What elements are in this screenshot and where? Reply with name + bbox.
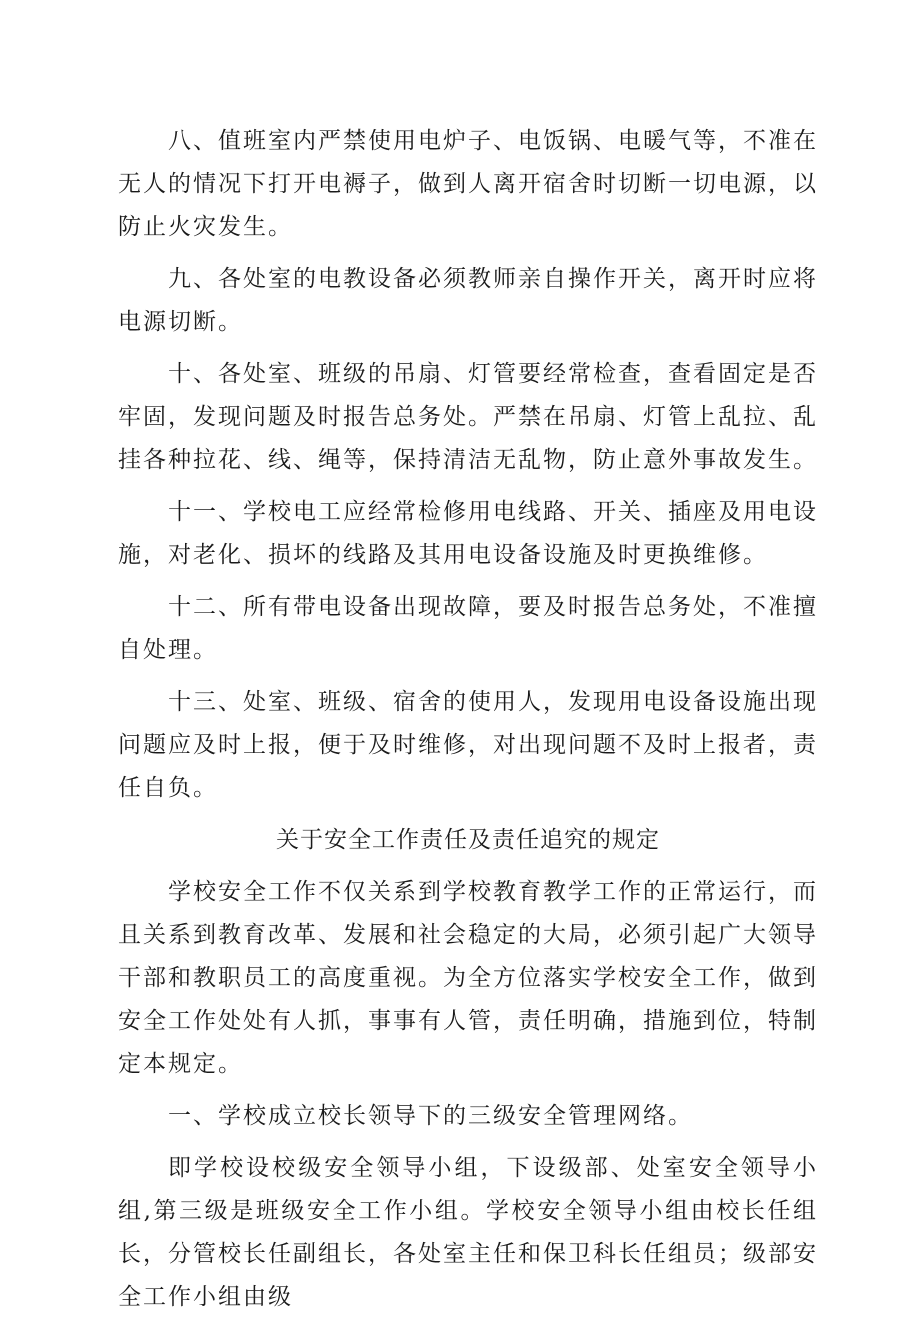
intro-paragraph: 学校安全工作不仅关系到学校教育教学工作的正常运行，而且关系到教育改革、发展和社会稳定的大局，必须引起广大领导干部和教职员工的高度重视。为全方位落实学校安全工作，做到安全工作处处有人抓，事事有人管，责任明确，措施到位，特制定本规定。: [118, 879, 818, 1077]
clause-1-heading: 一、学校成立校长领导下的三级安全管理网络。: [168, 1103, 693, 1129]
section-title: 关于安全工作责任及责任追究的规定: [276, 827, 660, 853]
paragraph-item-12: 十二、所有带电设备出现故障，要及时报告总务处，不准擅自处理。: [118, 594, 818, 663]
document-body: [118, 120, 818, 1328]
paragraph-item-11: 十一、学校电工应经常检修用电线路、开关、插座及用电设施，对老化、损坏的线路及其用电设备设施及时更换维修。: [118, 499, 818, 568]
paragraph-item-9: 九、各处室的电教设备必须教师亲自操作开关，离开时应将电源切断。: [118, 266, 818, 335]
clause-1-body: 即学校设校级安全领导小组，下设级部、处室安全领导小组,第三级是班级安全工作小组。学校安全领导小组由校长任组长，分管校长任副组长，各处室主任和保卫科长任组员；级部安全工作小组由级: [118, 1155, 818, 1310]
paragraph-item-8: 八、值班室内严禁使用电炉子、电饭锅、电暖气等，不准在无人的情况下打开电褥子，做到人离开宿舍时切断一切电源，以防止火灾发生。: [118, 128, 818, 240]
paragraph-item-10: 十、各处室、班级的吊扇、灯管要经常检查，查看固定是否牢固，发现问题及时报告总务处。严禁在吊扇、灯管上乱拉、乱挂各种拉花、线、绳等，保持清洁无乱物，防止意外事故发生。: [118, 361, 818, 473]
paragraph-item-13: 十三、处室、班级、宿舍的使用人，发现用电设备设施出现问题应及时上报，便于及时维修，对出现问题不及时上报者，责任自负。: [118, 689, 818, 801]
